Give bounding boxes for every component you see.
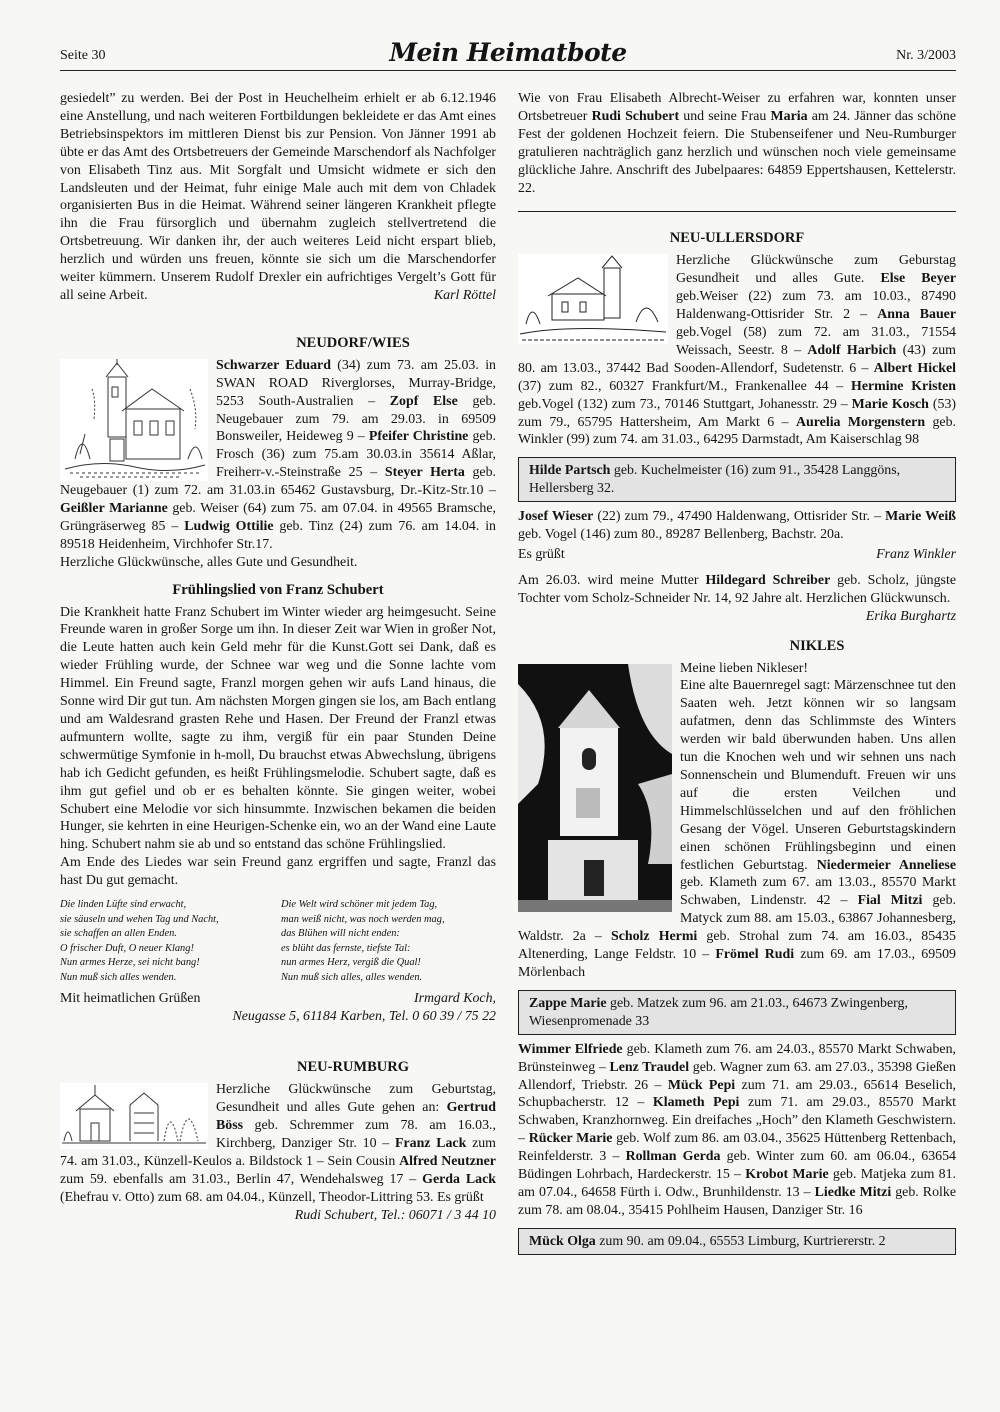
chapel-illustration (60, 1083, 208, 1149)
song-greeting: Mit heimatlichen Grüßen Irmgard Koch, (60, 990, 496, 1006)
church-illustration (60, 359, 208, 481)
section-heading-neudorf: NEUDORF/WIES (296, 334, 410, 351)
mother-birthday: Am 26.03. wird meine Mutter Hildegard Schreiber geb. Scholz, jüngste Tochter vom Scholz-Schneider Nr. 14, 92 Jahre alt. Herzlichen Glückwunsch. Erika Burghartz (518, 572, 956, 624)
left-column (60, 90, 496, 1225)
signature: Franz Winkler (876, 546, 956, 562)
song-story: Die Krankheit hatte Franz Schubert im Winter wieder arg heimgesucht. Seine Freunde waren in großer Sorge um ihn. In dieser Zeit war Wien in großer Not, die Leute hatten auch kein Geld mehr für die Kunst.Gott sei Dank, daß es wieder Frühling wurde, der Schnee war weg und die Sonne lachte vom Himmel. Ein Freund sagte, Franzl morgen gehen wir aufs Land hinaus, die Sonne wird Dir gut tun. Am nächsten Morgen gingen sie los, am Bach entlang und am Waldesrand grasten Rehe und Hasen. Der Freund der Franzl etwas aufmuntern wollte, sagte zu ihm, vergiß für ein paar Stunden Deine schwermütige Symfonie in h-moll, Du brauchst etwas Abwechslung, übrigens hab ich Gedicht gefunden, es heißt Frühlingsmelodie. Schubert sagte, daß es ihm gut gefiel und ob er es behalten könnte. Sie gingen weiter, wobei Schubert eine Melodie vor sich hinsummte. Inzwischen bekamen die beiden Hunger, sie kehrten in eine Heurigen-Schenke ein, wo an der Wand eine Laute hing. Schubert nahm sie ab und so entstand das schöne Frühlingslied. (60, 604, 496, 853)
rumburg-birthdays: Herzliche Glückwünsche zum Geburtstag, Gesundheit und alles Gute gehen an: Gertrud Böss geb. Schremmer zum 78. am 16.03., Kirchberg, Danziger Str. 10 – Franz Lack zum 74. am 31.03., Künzell-Keulos a. Bildstock 1 – Sein Cousin Alfred Neutzner zum 59. ebenfalls am 31.03., Berlin 47, Wendehalsweg 17 – Gerda Lack (Ehefrau v. Otto) zum 68. am 04.04., Künzell, Theodor-Littring 53. Es grüßt (60, 1082, 496, 1205)
nikles-birthdays: Eine alte Bauernregel sagt: Märzenschnee tut den Saaten weh. Jetzt können wir so langsam aufatmen, denn das Schlimmste des Winters werden wir bald überwunden haben. Uns allen tun die Knochen weh und wir sehnen uns nach Sonnenschein und Blumenduft. Freuen wir uns auf die ersten Veilchen und Himmelschlüsselchen und auf den fröhlichen Gesang der Vögel. Unseren Geburtstagskindern einen schönen Frühlingsbeginn und einen festlichen Geburtstag. Niedermeier Anneliese geb. Klameth zum 67. am 13.03., 85570 Markt Schwaben, Lindenstr. 42 – Fial Mitzi geb. Matyck zum 88. am 15.03., 63867 Johannesberg, Waldstr. 2a – Scholz Hermi geb. Strohal zum 74. am 16.03., 85435 Altenerding, Lange Feldstr. 10 – Frömel Rudi zum 69. am 17.03., 69509 Mörlenbach (518, 678, 956, 980)
masthead-logo: Mein Heimatbote (389, 38, 627, 67)
highlight-box: Mück Olga zum 90. am 09.04., 65553 Limburg, Kurtriererstr. 2 (518, 1228, 956, 1255)
ullersdorf-birthdays: Herzliche Glückwünsche zum Geburstag Gesundheit und alles Gute. Else Beyer geb.Weiser (22) zum 73. am 10.03., 87490 Haldenwang-Ottisrider Str. 2 – Anna Bauer geb.Vogel (58) zum 72. am 31.03., 71554 Weissach, Seestr. 8 – Adolf Harbich (43) zum 80. am 13.03., 37442 Bad Sooden-Allendorf, Sudetenstr. 6 – Albert Hickel (37) zum 82., 60327 Frankfurt/M., Frankenallee 44 – Hermine Kristen geb.Vogel (132) zum 73., 70146 Stuttgart, Johanesstr. 29 – Marie Kosch (53) zum 79., 65795 Hattersheim, Am Markt 6 – Aurelia Morgenstern geb. Winkler (99) zum 74. am 31.03., 64295 Darmstadt, Am Kaiserschlag 98 (518, 253, 957, 448)
ullersdorf-greeting: Es grüßt Franz Winkler (518, 546, 956, 562)
signature: Irmgard Koch, (413, 990, 496, 1006)
poem-verse-left: Die linden Lüfte sind erwacht, sie säuseln und wehen Tag und Nacht, sie schaffen an allen Enden. O frischer Duft, O neuer Klang! Nun armes Herze, sei nicht bang! Nun muß sich alles wenden. (60, 899, 219, 984)
neudorf-birthdays: Schwarzer Eduard (34) zum 73. am 25.03. in SWAN ROAD Riverglorses, Murray-Bridge, 5253 South-Australien – Zopf Else geb. Neugebauer zum 79. am 29.03. in 69509 Bonsweiler, Heideweg 9 – Pfeifer Christine geb. Frosch (36) zum 75.am 30.03.in 35614 Aßlar, Freiherr-v.-Steinstraße 25 – Steyer Herta geb. Neugebauer (1) zum 72. am 31.03.in 65462 Gustavsburg, Dr.-Kitz-Str.10 – Geißler Marianne geb. Weiser (64) zum 75. am 07.04. in 49565 Bramsche, Grüngräserweg 85 – Ludwig Ottilie geb. Tinz (24) zum 76. am 14.04. in 89518 Heidenheim, Virchhofer Str.17. (60, 357, 496, 552)
neudorf-closing: Herzliche Glückwünsche, alles Gute und Gesundheit. (60, 554, 358, 570)
section-heading-song: Frühlingslied von Franz Schubert (172, 581, 384, 598)
song-story-end: Am Ende des Liedes war sein Freund ganz ergriffen und sagte, Franzl das hast Du gut gemacht. (60, 855, 496, 889)
page-number: Seite 30 (60, 48, 106, 63)
issue-number: Nr. 3/2003 (896, 48, 956, 63)
poem (60, 898, 496, 986)
village-church-illustration (518, 254, 668, 344)
golden-wedding-notice: Wie von Frau Elisabeth Albrecht-Weiser zu erfahren war, konnten unser Ortsbetreuer Rudi Schubert und seine Frau Maria am 24. Jänner das schöne Fest der goldenen Hochzeit feiern. Die Stubenseifener und Neu-Rumburger gratulieren nachträglich ganz herzlich und wünschen noch viele gemeinsame glückliche Jahre. Anschrift des Jubelpaares: 64859 Eppertshausen, Kettelerstr. 22. (518, 91, 956, 196)
signature: Erika Burghartz (865, 608, 956, 624)
intro-paragraph: gesiedelt” zu werden. Bei der Post in Heuchelheim erhielt er ab 6.12.1946 eine Anstellung, und nach weiteren Fortbildungen bekleidete er das Amt eines Betriebsinspektors im mittleren Dienst bis zur Pension. Von Jänner 1991 ab übte er das Amt des Ortsbetreuers der Gemeinde Marschendorf als Nachfolger von Elisabeth Tinz aus. Mit Sorgfalt und Umsicht widmete er sich den Landsleuten und der Heimat, fuhr einige Male auch mit dem von Chladek organisierten Bus in die Heimat. Während seiner längeren Krankheit pflegte ihn die Frau fürsorglich und übernahm zugleich stellvertretend die Ortsbetreuung. Wir danken ihr, der auch weiteres Leid nicht erspart blieb, herzlich und würden uns freuen, könnte sie sich um die Marschendorfer weiter kümmern. Unserem Rudolf Drexler ein aufrichtiges Vergelt’s Gott für all seine Arbeit. Karl Röttel (60, 91, 496, 303)
signature: Karl Röttel (433, 287, 496, 303)
highlight-box: Hilde Partsch geb. Kuchelmeister (16) zum 91., 35428 Langgöns, Hellersberg 32. (518, 457, 956, 502)
section-heading-ullersdorf: NEU-ULLERSDORF (669, 230, 805, 247)
rumburg-signature: Rudi Schubert, Tel.: 06071 / 3 44 10 (294, 1207, 496, 1223)
nikles-salutation: Meine lieben Nikleser! (680, 660, 809, 676)
divider (518, 211, 956, 212)
poem-verse-right: Die Welt wird schöner mit jedem Tag, man weiß nicht, was noch werden mag, das Blühen will nicht enden: es blüht das fernste, tiefste Tal: nun armes Herz, vergiß die Qual! Nun muß sich alles, alles wenden. (281, 899, 445, 984)
section-heading-rumburg: NEU-RUMBURG (297, 1059, 409, 1076)
nikles-birthdays-more: Wimmer Elfriede geb. Klameth zum 76. am 24.03., 85570 Markt Schwaben, Brünsteinweg – Lenz Traudel geb. Wagner zum 63. am 27.03., 35398 Gießen Allendorf, Triebstr. 26 – Mück Pepi zum 71. am 29.03., 65614 Beselich, Schupbacherstr. 12 – Klameth Pepi zum 71. am 29.03., 85570 Markt Schwaben, Kranzhornweg. Ein dreifaches „Hoch” den Klameth Geschwistern. – Rücker Marie geb. Wolf zum 86. am 03.04., 35625 Hüttenberg Rettenbach, Reinfelderstr. 3 – Rollman Gerda geb. Winter zum 60. am 06.04., 63654 Büdingen Lohrbach, Hardeckerstr. 15 – Krobot Marie geb. Matjeka zum 81. am 07.04., 64658 Fürth i. Odw., Brunhildenstr. 13 – Liedke Mitzi geb. Rolke zum 78. am 08.04., 35415 Pohlheim Hausen, Danziger Str. 16 (518, 1041, 957, 1218)
page-header (60, 38, 956, 71)
right-column (518, 90, 956, 1261)
ullersdorf-birthdays-more: Josef Wieser (22) zum 79., 47490 Haldenwang, Ottisrider Str. – Marie Weiß geb. Vogel (146) zum 80., 89287 Bellenberg, Bachstr. 20a. (518, 509, 956, 543)
highlight-box: Zappe Marie geb. Matzek zum 96. am 21.03., 64673 Zwingenberg, Wiesenpromenade 33 (518, 990, 956, 1035)
section-heading-nikles: NIKLES (789, 637, 845, 654)
song-address: Neugasse 5, 61184 Karben, Tel. 0 60 39 / 75 22 (232, 1008, 496, 1024)
church-tower-photo (518, 664, 672, 912)
